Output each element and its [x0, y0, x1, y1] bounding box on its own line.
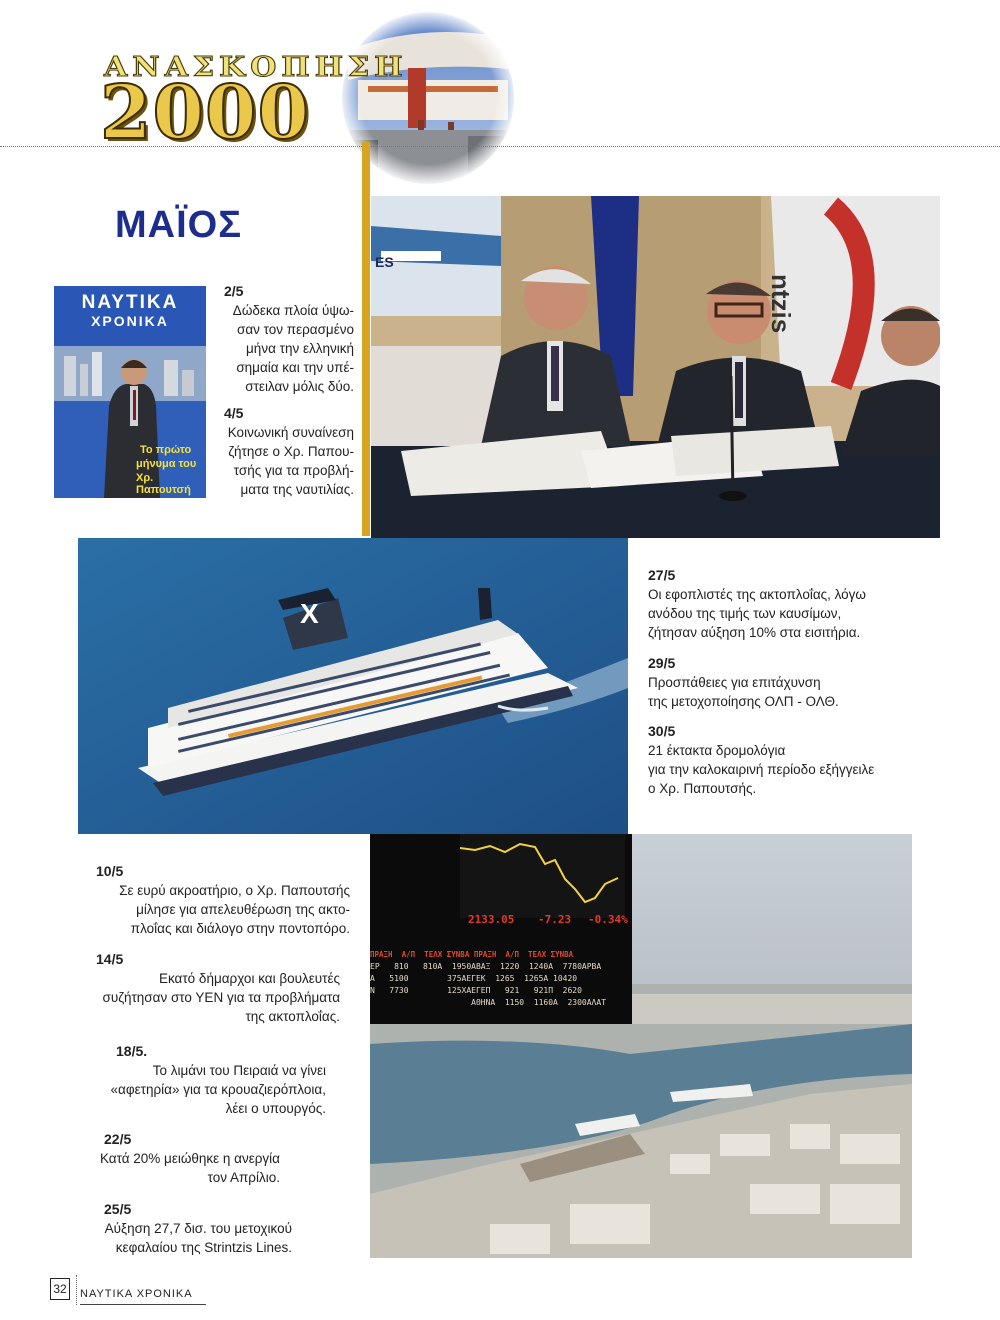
entry-line: Κατά 20% μειώθηκε η ανεργία [99, 1151, 280, 1166]
entry-date: 27/5 [648, 567, 676, 583]
entry-line: της ακτοπλοΐας. [245, 1009, 340, 1024]
entry-date: 30/5 [648, 723, 676, 739]
entry-line: στειλαν μόλις δύο. [245, 379, 354, 394]
entry-line: τσής για τα προβλή- [233, 463, 354, 478]
entry-line: ζήτησε ο Χρ. Παπου- [228, 444, 354, 459]
entry-date: 29/5 [648, 655, 676, 671]
cover-title-line2: ΧΡΟΝΙΚΑ [91, 313, 169, 329]
entry-date: 18/5. [116, 1043, 148, 1059]
page-number: 32 [50, 1278, 70, 1300]
entry-27-5 [648, 566, 948, 642]
entry-date: 2/5 [224, 283, 244, 299]
ticker-row: ΑΘΗΝΑ 1150 1160Α 2300ΑΛΑΤ [370, 998, 607, 1007]
entry-22-5 [96, 1130, 280, 1187]
entry-line: ζήτησαν αύξηση 10% στα εισιτήρια. [648, 625, 861, 640]
entry-date: 14/5 [96, 951, 124, 967]
magazine-cover-image [54, 286, 206, 498]
entry-date: 22/5 [104, 1131, 132, 1147]
gold-accent-bar [362, 142, 370, 536]
header-title-top: ΑΝΑΣΚΟΠΗΣΗ [104, 51, 408, 84]
ticker-index-pct: -0.34% [588, 913, 628, 926]
funnel-logo-text: X [300, 598, 319, 629]
entry-line: κεφαλαίου της Strintzis Lines. [115, 1240, 292, 1255]
screen-text: ES [375, 254, 394, 270]
ticker-row: Α 5100 375ΑΕΓΕΚ 1265 1265Α 10420 [370, 974, 578, 983]
entry-line: ανόδου της τιμής των καυσίμων, [648, 606, 842, 621]
ticker-header-row: ΠΡΑΞΗ Α/Π ΤΕΛΧ ΣΥΝΒΑ ΠΡΑΞΗ Α/Π ΤΕΛΧ ΣΥΝΒΑ [370, 950, 574, 959]
month-title: ΜΑΪΟΣ [115, 204, 243, 246]
entry-18-5 [96, 1042, 326, 1118]
entry-line: τον Απρίλιο. [207, 1170, 280, 1185]
entry-date: 10/5 [96, 863, 124, 879]
footer-divider [76, 1275, 77, 1305]
entry-line: πλοΐας και διάλογο στην ποντοπόρο. [130, 921, 350, 936]
entry-date: 4/5 [224, 405, 244, 421]
entry-line: λέει ο υπουργός. [225, 1101, 326, 1116]
entry-line: ο Χρ. Παπουτσής. [648, 781, 757, 796]
piraeus-aerial-photo [370, 834, 912, 1258]
entry-30-5 [648, 722, 968, 798]
ticker-index-value: 2133.05 [468, 913, 515, 926]
entry-29-5 [648, 654, 948, 711]
header-divider [0, 146, 1000, 147]
entry-line: σαν τον περασμένο [237, 322, 354, 337]
entry-10-5 [96, 862, 350, 938]
cover-headline-line1: Το πρώτο [140, 444, 192, 456]
entry-line: «αφετηρία» για τα κρουαζιερόπλοια, [110, 1082, 326, 1097]
entry-line: μήνα την ελληνική [246, 341, 354, 356]
entry-line: της μετοχοποίησης ΟΛΠ - ΟΛΘ. [648, 694, 839, 709]
stock-chart-graphic [460, 834, 625, 918]
ticker-row: ΕΡ 810 810Α 1950ΑΒΑΞ 1220 1240Α 7780ΑΡΒΑ [370, 962, 602, 971]
cover-headline-line2: μήνυμα του [136, 458, 197, 470]
entry-line: ματα της ναυτιλίας. [240, 482, 354, 497]
entry-line: Οι εφοπλιστές της ακτοπλοΐας, λόγω [648, 587, 866, 602]
entry-line: σημαία και την υπέ- [236, 360, 354, 375]
signing-ceremony-photo [371, 196, 940, 538]
entry-line: 21 έκτακτα δρομολόγια [648, 743, 786, 758]
entry-date: 25/5 [104, 1201, 132, 1217]
entry-line: Σε ευρύ ακροατήριο, ο Χρ. Παπουτσής [119, 883, 350, 898]
header-year: 2000 [100, 70, 310, 156]
entry-25-5 [96, 1200, 292, 1257]
ticker-index-change: -7.23 [538, 913, 572, 926]
entry-line: Αύξηση 27,7 δισ. του μετοχικού [104, 1221, 292, 1236]
entry-line: Εκατό δήμαρχοι και βουλευτές [158, 971, 340, 986]
entry-line: συζήτησαν στο ΥΕΝ για τα προβλήματα [102, 990, 340, 1005]
cover-title-line1: ΝΑΥΤΙΚΑ [81, 292, 179, 313]
flag-banner-text: ntzis [766, 274, 796, 334]
cruise-ship-photo [78, 538, 628, 834]
entry-line: για την καλοκαιρινή περίοδο εξήγγειλε [648, 762, 875, 777]
entry-line: μίλησε για απελευθέρωση της ακτο- [136, 902, 350, 917]
entry-14-5 [96, 950, 340, 1026]
stock-ticker-panel [370, 834, 632, 1024]
cover-headline-line3: Χρ. Παπουτσή [136, 472, 191, 496]
entry-line: Δώδεκα πλοία ύψω- [232, 303, 354, 318]
entry-line: Το λιμάνι του Πειραιά να γίνει [152, 1063, 326, 1078]
entry-2-5 [224, 282, 354, 396]
entry-4-5 [224, 404, 354, 499]
entry-line: Κοινωνική συναίνεση [227, 425, 354, 440]
entry-line: Προσπάθειες για επιτάχυνση [648, 675, 821, 690]
footer-underline [80, 1304, 206, 1305]
footer-publication: ΝΑΥΤΙΚΑ ΧΡΟΝΙΚΑ [80, 1288, 193, 1300]
ticker-row: Ν 7730 125ΧΑΕΓΕΠ 921 921Π 2620 [370, 986, 582, 995]
